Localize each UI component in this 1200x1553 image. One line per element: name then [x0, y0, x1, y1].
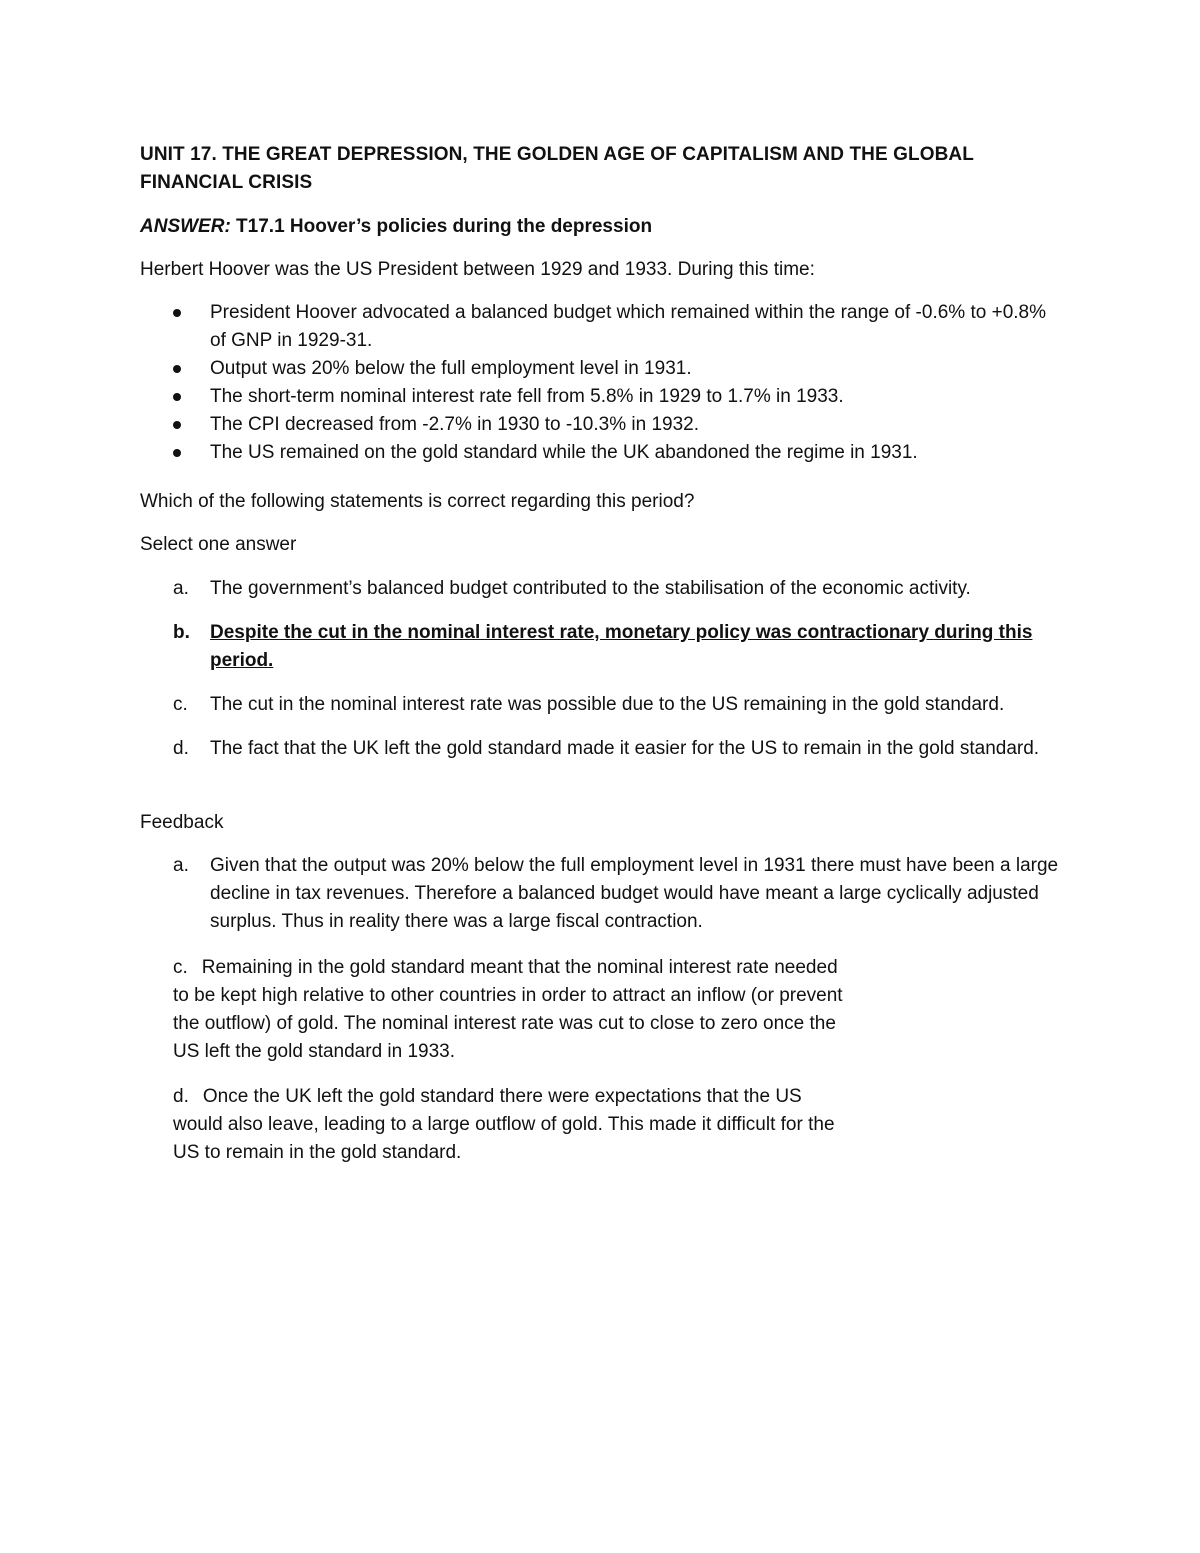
option-d — [140, 735, 1060, 763]
feedback-d — [173, 1083, 853, 1167]
feedback-letter: d. — [173, 1086, 189, 1107]
intro-text: Herbert Hoover was the US President between 1929 and 1933. During this time: — [140, 259, 815, 280]
list-item: The short-term nominal interest rate fell from 5.8% in 1929 to 1.7% in 1933. — [140, 383, 1060, 411]
feedback-text: Once the UK left the gold standard there were expectations that the US would also leave, leading to a large outflow of gold. This made it difficult for the US to remain in the gold standard. — [173, 1086, 835, 1163]
select-prompt: Select one answer — [140, 534, 297, 555]
answer-label: ANSWER: — [140, 216, 231, 237]
option-letter: d. — [173, 738, 189, 759]
option-text: The government’s balanced budget contributed to the stabilisation of the economic activity. — [210, 578, 971, 599]
list-item: Output was 20% below the full employment level in 1931. — [140, 355, 1060, 383]
option-text: The fact that the UK left the gold standard made it easier for the US to remain in the gold standard. — [210, 738, 1040, 759]
document-title: UNIT 17. THE GREAT DEPRESSION, THE GOLDEN AGE OF CAPITALISM AND THE GLOBAL FINANCIAL CRISIS — [140, 144, 974, 193]
feedback-heading: Feedback — [140, 812, 224, 833]
option-text: The cut in the nominal interest rate was possible due to the US remaining in the gold standard. — [210, 694, 1005, 715]
list-item: President Hoover advocated a balanced budget which remained within the range of -0.6% to +0.8% of GNP in 1929-31. — [140, 299, 1060, 355]
bullet-icon — [173, 421, 181, 429]
option-a — [140, 575, 1060, 603]
feedback-letter: a. — [173, 855, 189, 876]
option-c — [140, 691, 1060, 719]
answer-topic: T17.1 Hoover’s policies during the depression — [230, 216, 653, 237]
feedback-letter: c. — [173, 957, 188, 978]
feedback-c — [173, 954, 853, 1066]
answer-heading — [140, 213, 652, 241]
question-text: Which of the following statements is correct regarding this period? — [140, 491, 695, 512]
option-letter: b. — [173, 622, 190, 643]
feedback-text: Remaining in the gold standard meant that the nominal interest rate needed to be kept high relative to other countries in order to attract an inflow (or prevent the outflow) of gold. The nominal interest rate was cut to close to zero once the US left the gold standard in 1933. — [173, 957, 843, 1062]
option-letter: c. — [173, 694, 188, 715]
list-item: The US remained on the gold standard while the UK abandoned the regime in 1931. — [140, 439, 1060, 467]
bullet-icon — [173, 449, 181, 457]
list-item: The CPI decreased from -2.7% in 1930 to -10.3% in 1932. — [140, 411, 1060, 439]
bullet-icon — [173, 365, 181, 373]
facts-list — [140, 299, 1060, 467]
answer-options — [140, 575, 1060, 779]
bullet-icon — [173, 393, 181, 401]
option-b-correct — [140, 619, 1060, 675]
feedback-a — [140, 852, 1060, 936]
option-text: Despite the cut in the nominal interest rate, monetary policy was contractionary during this period. — [210, 622, 1033, 671]
feedback-text: Given that the output was 20% below the full employment level in 1931 there must have been a large decline in tax revenues. Therefore a balanced budget would have meant a large cyclically adjusted surplus. Thus in reality there was a large fiscal contraction. — [210, 855, 1059, 932]
option-letter: a. — [173, 578, 189, 599]
bullet-icon — [173, 309, 181, 317]
